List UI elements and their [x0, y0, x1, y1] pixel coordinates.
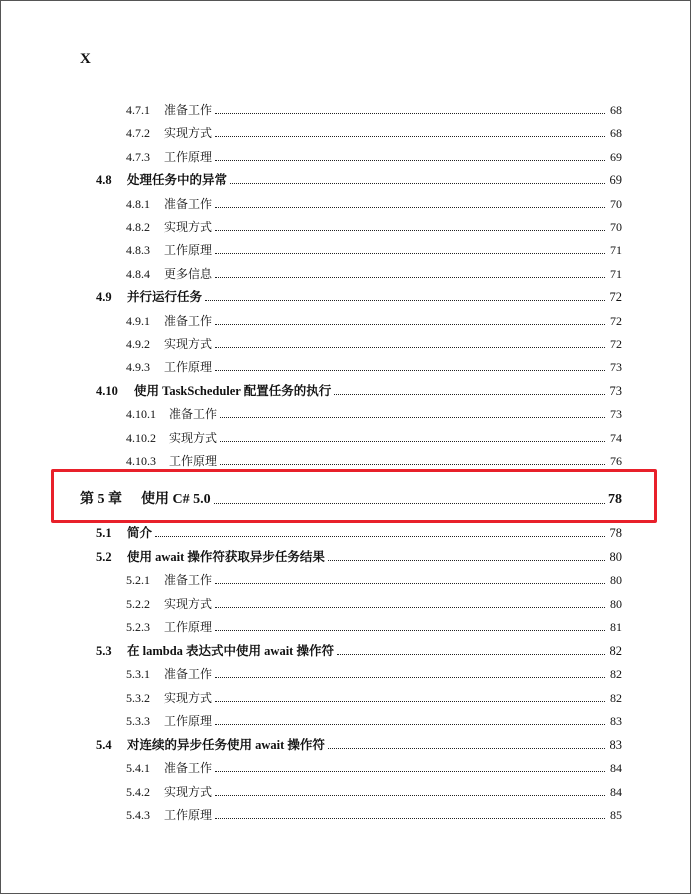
toc-entry-number: 4.7.2	[126, 126, 150, 141]
toc-entry-title: 工作原理	[164, 620, 213, 634]
toc-entry-number: 5.1	[96, 526, 112, 540]
toc-entry-4-10-3[interactable]	[1, 449, 690, 469]
dot-leader	[215, 770, 605, 772]
toc-entry-5-3-2[interactable]	[1, 686, 690, 706]
dot-leader	[215, 629, 605, 631]
toc-entry-page: 69	[609, 173, 622, 188]
toc-entry-title: 实现方式	[164, 690, 213, 705]
toc-entry-number: 4.9	[96, 290, 112, 305]
toc-entry-title: 更多信息	[164, 266, 213, 281]
toc-entry-page: 74	[610, 430, 622, 445]
dot-leader	[220, 463, 605, 465]
toc-entry-number: 5.2.3	[126, 620, 150, 634]
toc-entry-page: 80	[609, 549, 622, 564]
toc-entry-page: 84	[610, 761, 622, 775]
toc-entry-number: 4.8.1	[126, 196, 150, 211]
toc-entry-4-9-1[interactable]	[1, 309, 690, 329]
dot-leader	[155, 535, 605, 537]
toc-entry-title: 实现方式	[164, 596, 213, 611]
toc-entry-page: 81	[610, 620, 622, 634]
toc-entry-title: 工作原理	[164, 149, 213, 164]
toc-entry-title: 准备工作	[164, 103, 213, 117]
toc-entry-title: 对连续的异步任务使用 await 操作符	[127, 737, 325, 752]
toc-entry-title: 实现方式	[164, 784, 213, 799]
toc-entry-number: 5.2.2	[126, 596, 150, 611]
toc-entry-4-8[interactable]	[1, 168, 690, 188]
toc-entry-number: 4.8.2	[126, 220, 150, 234]
toc-entry-page: 78	[609, 526, 622, 540]
toc-entry-page: 80	[610, 573, 622, 587]
toc-entry-title: 使用 await 操作符获取异步任务结果	[127, 549, 325, 564]
toc-entry-5-3[interactable]	[1, 639, 690, 659]
toc-entry-number: 5.4.1	[126, 761, 150, 775]
toc-entry-5-2[interactable]	[1, 545, 690, 565]
toc-entry-page: 72	[610, 337, 622, 351]
toc-chapter-number: 第 5 章	[80, 492, 122, 507]
toc-entry-4-7-3[interactable]	[1, 145, 690, 165]
toc-entry-number: 5.4.2	[126, 784, 150, 799]
page-header: X	[80, 51, 91, 67]
toc-entry-number: 4.9.1	[126, 313, 150, 328]
toc-entry-page: 70	[610, 220, 622, 234]
toc-entry-title: 工作原理	[164, 243, 213, 258]
toc-entry-5-1[interactable]	[1, 521, 690, 541]
toc-entry-page: 76	[610, 454, 622, 468]
toc-entry-title: 工作原理	[164, 360, 213, 375]
dot-leader	[215, 323, 605, 325]
toc-entry-4-9[interactable]	[1, 285, 690, 305]
toc-entry-number: 4.7.1	[126, 103, 150, 117]
toc-entry-number: 4.8.3	[126, 243, 150, 258]
toc-entry-4-9-3[interactable]	[1, 355, 690, 375]
toc-entry-title: 准备工作	[164, 313, 213, 328]
toc-entry-number: 5.4.3	[126, 808, 150, 822]
toc-entry-4-10-2[interactable]	[1, 426, 690, 446]
toc-entry-page: 71	[610, 266, 622, 281]
toc-entry-title: 简介	[127, 526, 153, 540]
toc-entry-page: 83	[609, 737, 622, 752]
toc-entry-title: 工作原理	[169, 454, 218, 468]
toc-entry-title: 处理任务中的异常	[127, 173, 228, 188]
toc-entry-number: 5.2	[96, 549, 112, 564]
toc-entry-4-7-1[interactable]	[1, 98, 690, 118]
toc-entry-page: 83	[610, 714, 622, 728]
toc-entry-number: 4.9.2	[126, 337, 150, 351]
toc-entry-5-3-3[interactable]	[1, 709, 690, 729]
toc-entry-5-3-1[interactable]	[1, 662, 690, 682]
toc-entry-page: 72	[609, 290, 622, 305]
toc-entry-5-4-3[interactable]	[1, 803, 690, 823]
dot-leader	[334, 393, 605, 395]
dot-leader	[205, 299, 605, 301]
toc-entry-number: 5.3.3	[126, 714, 150, 728]
toc-entry-4-10-1[interactable]	[1, 402, 690, 422]
toc-entry-title: 实现方式	[169, 430, 218, 445]
toc-entry-number: 4.8.4	[126, 266, 150, 281]
toc-entry-title: 准备工作	[164, 761, 213, 775]
toc-entry-title: 工作原理	[164, 714, 213, 728]
toc-entry-page: 80	[610, 596, 622, 611]
dot-leader	[215, 676, 605, 678]
toc-entry-title: 实现方式	[164, 337, 213, 351]
dot-leader	[328, 747, 605, 749]
toc-entry-page: 70	[610, 196, 622, 211]
dot-leader	[215, 582, 605, 584]
dot-leader	[220, 440, 605, 442]
toc-entry-page: 82	[609, 643, 622, 658]
toc-entry-4-8-1[interactable]	[1, 192, 690, 212]
dot-leader	[230, 182, 605, 184]
toc-entry-page: 68	[610, 103, 622, 117]
dot-leader	[215, 229, 605, 231]
toc-entry-number: 4.10.3	[126, 454, 156, 468]
toc-entry-page: 85	[610, 808, 622, 822]
toc-entry-number: 4.10.1	[126, 407, 156, 422]
toc-entry-title: 准备工作	[164, 573, 213, 587]
dot-leader	[215, 369, 605, 371]
toc-entry-title: 准备工作	[164, 196, 213, 211]
toc-entry-4-7-2[interactable]	[1, 121, 690, 141]
toc-chapter-title: 使用 C# 5.0	[141, 492, 211, 507]
dot-leader	[215, 700, 605, 702]
dot-leader	[215, 135, 605, 137]
toc-entry-4-8-4[interactable]	[1, 262, 690, 282]
toc-entry-5-2-1[interactable]	[1, 568, 690, 588]
dot-leader	[215, 276, 605, 278]
toc-entry-number: 4.9.3	[126, 360, 150, 375]
toc-entry-number: 5.4	[96, 737, 112, 752]
toc-entry-number: 4.10.2	[126, 430, 156, 445]
toc-entry-number: 4.10	[96, 383, 118, 398]
toc-entry-page: 82	[610, 690, 622, 705]
dot-leader	[215, 206, 605, 208]
toc-entry-title: 工作原理	[164, 808, 213, 822]
dot-leader	[215, 606, 605, 608]
toc-entry-title: 并行运行任务	[127, 290, 203, 305]
toc-entry-page: 82	[610, 667, 622, 681]
toc-entry-5-4-1[interactable]	[1, 756, 690, 776]
toc-entry-4-8-3[interactable]	[1, 238, 690, 258]
toc-entry-number: 4.7.3	[126, 149, 150, 164]
toc-entry-5-2-2[interactable]	[1, 592, 690, 612]
toc-entry-title: 实现方式	[164, 220, 213, 234]
dot-leader	[337, 653, 605, 655]
toc-entry-number: 5.3	[96, 643, 112, 658]
toc-entry-page: 78	[608, 492, 622, 507]
toc-entry-title: 使用 TaskScheduler 配置任务的执行	[134, 383, 332, 398]
toc-entry-page: 71	[610, 243, 622, 258]
toc-entry-5-2-3[interactable]	[1, 615, 690, 635]
dot-leader	[215, 159, 605, 161]
toc-entry-4-10[interactable]	[1, 379, 690, 399]
toc-entry-title: 准备工作	[169, 407, 218, 422]
toc-entry-page: 73	[609, 383, 622, 398]
toc-entry-page: 69	[610, 149, 622, 164]
toc-entry-number: 5.3.2	[126, 690, 150, 705]
toc-entry-4-8-2[interactable]	[1, 215, 690, 235]
toc-entry-page: 73	[610, 407, 622, 422]
toc-entry-number: 4.8	[96, 173, 112, 188]
dot-leader	[215, 723, 605, 725]
toc-entry-5-4[interactable]	[1, 733, 690, 753]
dot-leader	[328, 559, 605, 561]
toc-entry-title: 准备工作	[164, 667, 213, 681]
toc-entry-number: 5.3.1	[126, 667, 150, 681]
dot-leader	[215, 112, 605, 114]
toc-entry-title: 实现方式	[164, 126, 213, 141]
toc-entry-title: 在 lambda 表达式中使用 await 操作符	[127, 643, 334, 658]
toc-entry-page: 84	[610, 784, 622, 799]
dot-leader	[215, 817, 605, 819]
toc-entry-number: 5.2.1	[126, 573, 150, 587]
toc-entry-page: 72	[610, 313, 622, 328]
dot-leader	[215, 794, 605, 796]
dot-leader	[215, 252, 605, 254]
chapter-highlight-box	[51, 469, 657, 523]
toc-entry-page: 73	[610, 360, 622, 375]
dot-leader	[220, 416, 605, 418]
toc-entry-5-4-2[interactable]	[1, 780, 690, 800]
toc-entry-page: 68	[610, 126, 622, 141]
dot-leader	[215, 346, 605, 348]
toc-entry-4-9-2[interactable]	[1, 332, 690, 352]
